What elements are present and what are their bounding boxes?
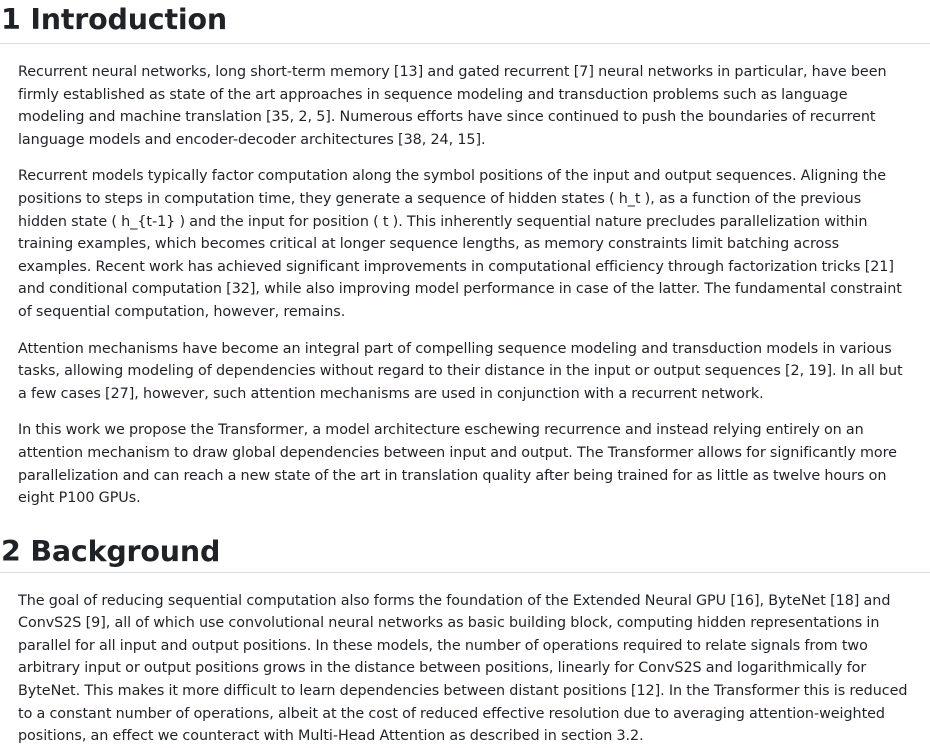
- section-background: [0, 532, 930, 748]
- paragraph: Recurrent models typically factor computation along the symbol positions of the input and output sequences. Aligning the positions to steps in computation time, they generate a sequence of hidden states ( h_t ), as a function of the previous hidden state ( h_{t-1} ) and the input for position ( t ). This inherently sequential nature precludes parallelization within training examples, which becomes critical at longer sequence lengths, as memory constraints limit batching across examples. Recent work has achieved significant improvements in computational efficiency through factorization tricks [21] and conditional computation [32], while also improving model performance in case of the latter. The fundamental constraint of sequential computation, however, remains.: [18, 168, 902, 320]
- section-heading-introduction: 1 Introduction: [1, 3, 227, 36]
- section-body: [0, 44, 930, 510]
- section-heading-background: 2 Background: [1, 534, 221, 568]
- paragraph: Attention mechanisms have become an integral part of compelling sequence modeling and transduction models in various tasks, allowing modeling of dependencies without regard to their distance in the input or output sequences [2, 19]. In all but a few cases [27], however, such attention mechanisms are used in conjunction with a recurrent network.: [18, 340, 903, 402]
- section-body: [0, 573, 930, 748]
- paragraph: In this work we propose the Transformer, a model architecture eschewing recurrence and instead relying entirely on an attention mechanism to draw global dependencies between input and output. The Transformer allows for significantly more parallelization and can reach a new state of the art in translation quality after being trained for as little as twelve hours on eight P100 GPUs.: [18, 422, 897, 507]
- paragraph: The goal of reducing sequential computation also forms the foundation of the Extended Neural GPU [16], ByteNet [18] and ConvS2S [9], all of which use convolutional neural networks as basic building block, computing hidden representations in parallel for all input and output positions. In these models, the number of operations required to relate signals from two arbitrary input or output positions grows in the distance between positions, linearly for ConvS2S and logarithmically for ByteNet. This makes it more difficult to learn dependencies between distant positions [12]. In the Transformer this is reduced to a constant number of operations, albeit at the cost of reduced effective resolution due to averaging attention-weighted positions, an effect we counteract with Multi-Head Attention as described in section 3.2.: [18, 592, 908, 745]
- paragraph: Recurrent neural networks, long short-term memory [13] and gated recurrent [7] neural networks in particular, have been firmly established as state of the art approaches in sequence modeling and transduction problems such as language modeling and machine translation [35, 2, 5]. Numerous efforts have since continued to push the boundaries of recurrent language models and encoder-decoder architectures [38, 24, 15].: [18, 64, 887, 148]
